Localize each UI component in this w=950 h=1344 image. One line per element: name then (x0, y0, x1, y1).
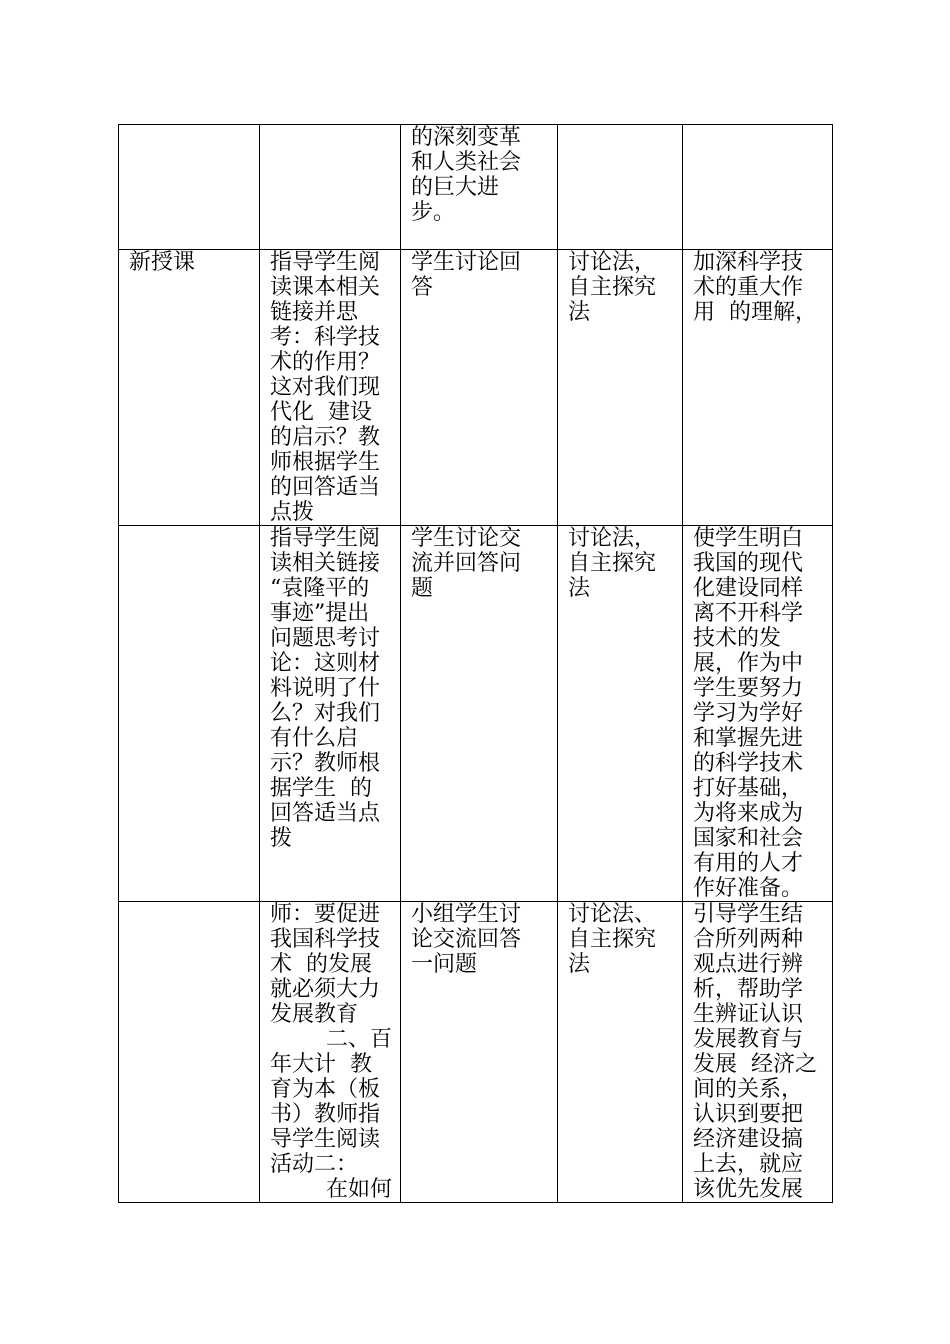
student-activity-cell: 学生讨论交 流并回答问 题 (401, 526, 558, 902)
student-activity-cell: 学生讨论回 答 (401, 250, 558, 526)
purpose-cell: 引导学生结 合所列两种 观点进行辨 析，帮助学 生辨证认识 发展教育与 发展 经济之 间的关系， 认识到要把 经济建设搞 上去，就应 该优先发展 (683, 902, 833, 1203)
stage-cell (119, 526, 260, 902)
teacher-activity-cell (260, 125, 401, 250)
method-cell: 讨论法、 自主探究 法 (558, 902, 683, 1203)
student-activity-cell: 小组学生讨 论交流回答 一问题 (401, 902, 558, 1203)
method-cell (558, 125, 683, 250)
teacher-activity-cell: 师：要促进 我国科学技 术 的发展 就必须大力 发展教育 二、百 年大计 教 育为本（板 书）教师指 导学生阅读 活动二： 在如何 (260, 902, 401, 1203)
teacher-activity-cell: 指导学生阅 读课本相关 链接并思 考：科学技 术的作用？ 这对我们现 代化 建设 的启示？教 师根据学生 的回答适当 点拨 (260, 250, 401, 526)
table-row (119, 902, 833, 1203)
stage-cell: 新授课 (119, 250, 260, 526)
stage-cell (119, 902, 260, 1203)
purpose-cell: 加深科学技 术的重大作 用 的理解， (683, 250, 833, 526)
teacher-activity-cell: 指导学生阅 读相关链接 “袁隆平的 事迹”提出 问题思考讨 论：这则材 料说明了什 么？对我们 有什么启 示？教师根 据学生 的 回答适当点 拨 (260, 526, 401, 902)
table-row (119, 526, 833, 902)
table-row (119, 250, 833, 526)
method-cell: 讨论法， 自主探究 法 (558, 250, 683, 526)
lesson-plan-table (118, 124, 833, 1203)
method-cell: 讨论法， 自主探究 法 (558, 526, 683, 902)
student-activity-cell: 的深刻变革 和人类社会 的巨大进 步。 (401, 125, 558, 250)
purpose-cell (683, 125, 833, 250)
table-row (119, 125, 833, 250)
purpose-cell: 使学生明白 我国的现代 化建设同样 离不开科学 技术的发 展，作为中 学生要努力 学习为学好 和掌握先进 的科学技术 打好基础， 为将来成为 国家和社会 有用的人才 作好准备。 (683, 526, 833, 902)
stage-cell (119, 125, 260, 250)
